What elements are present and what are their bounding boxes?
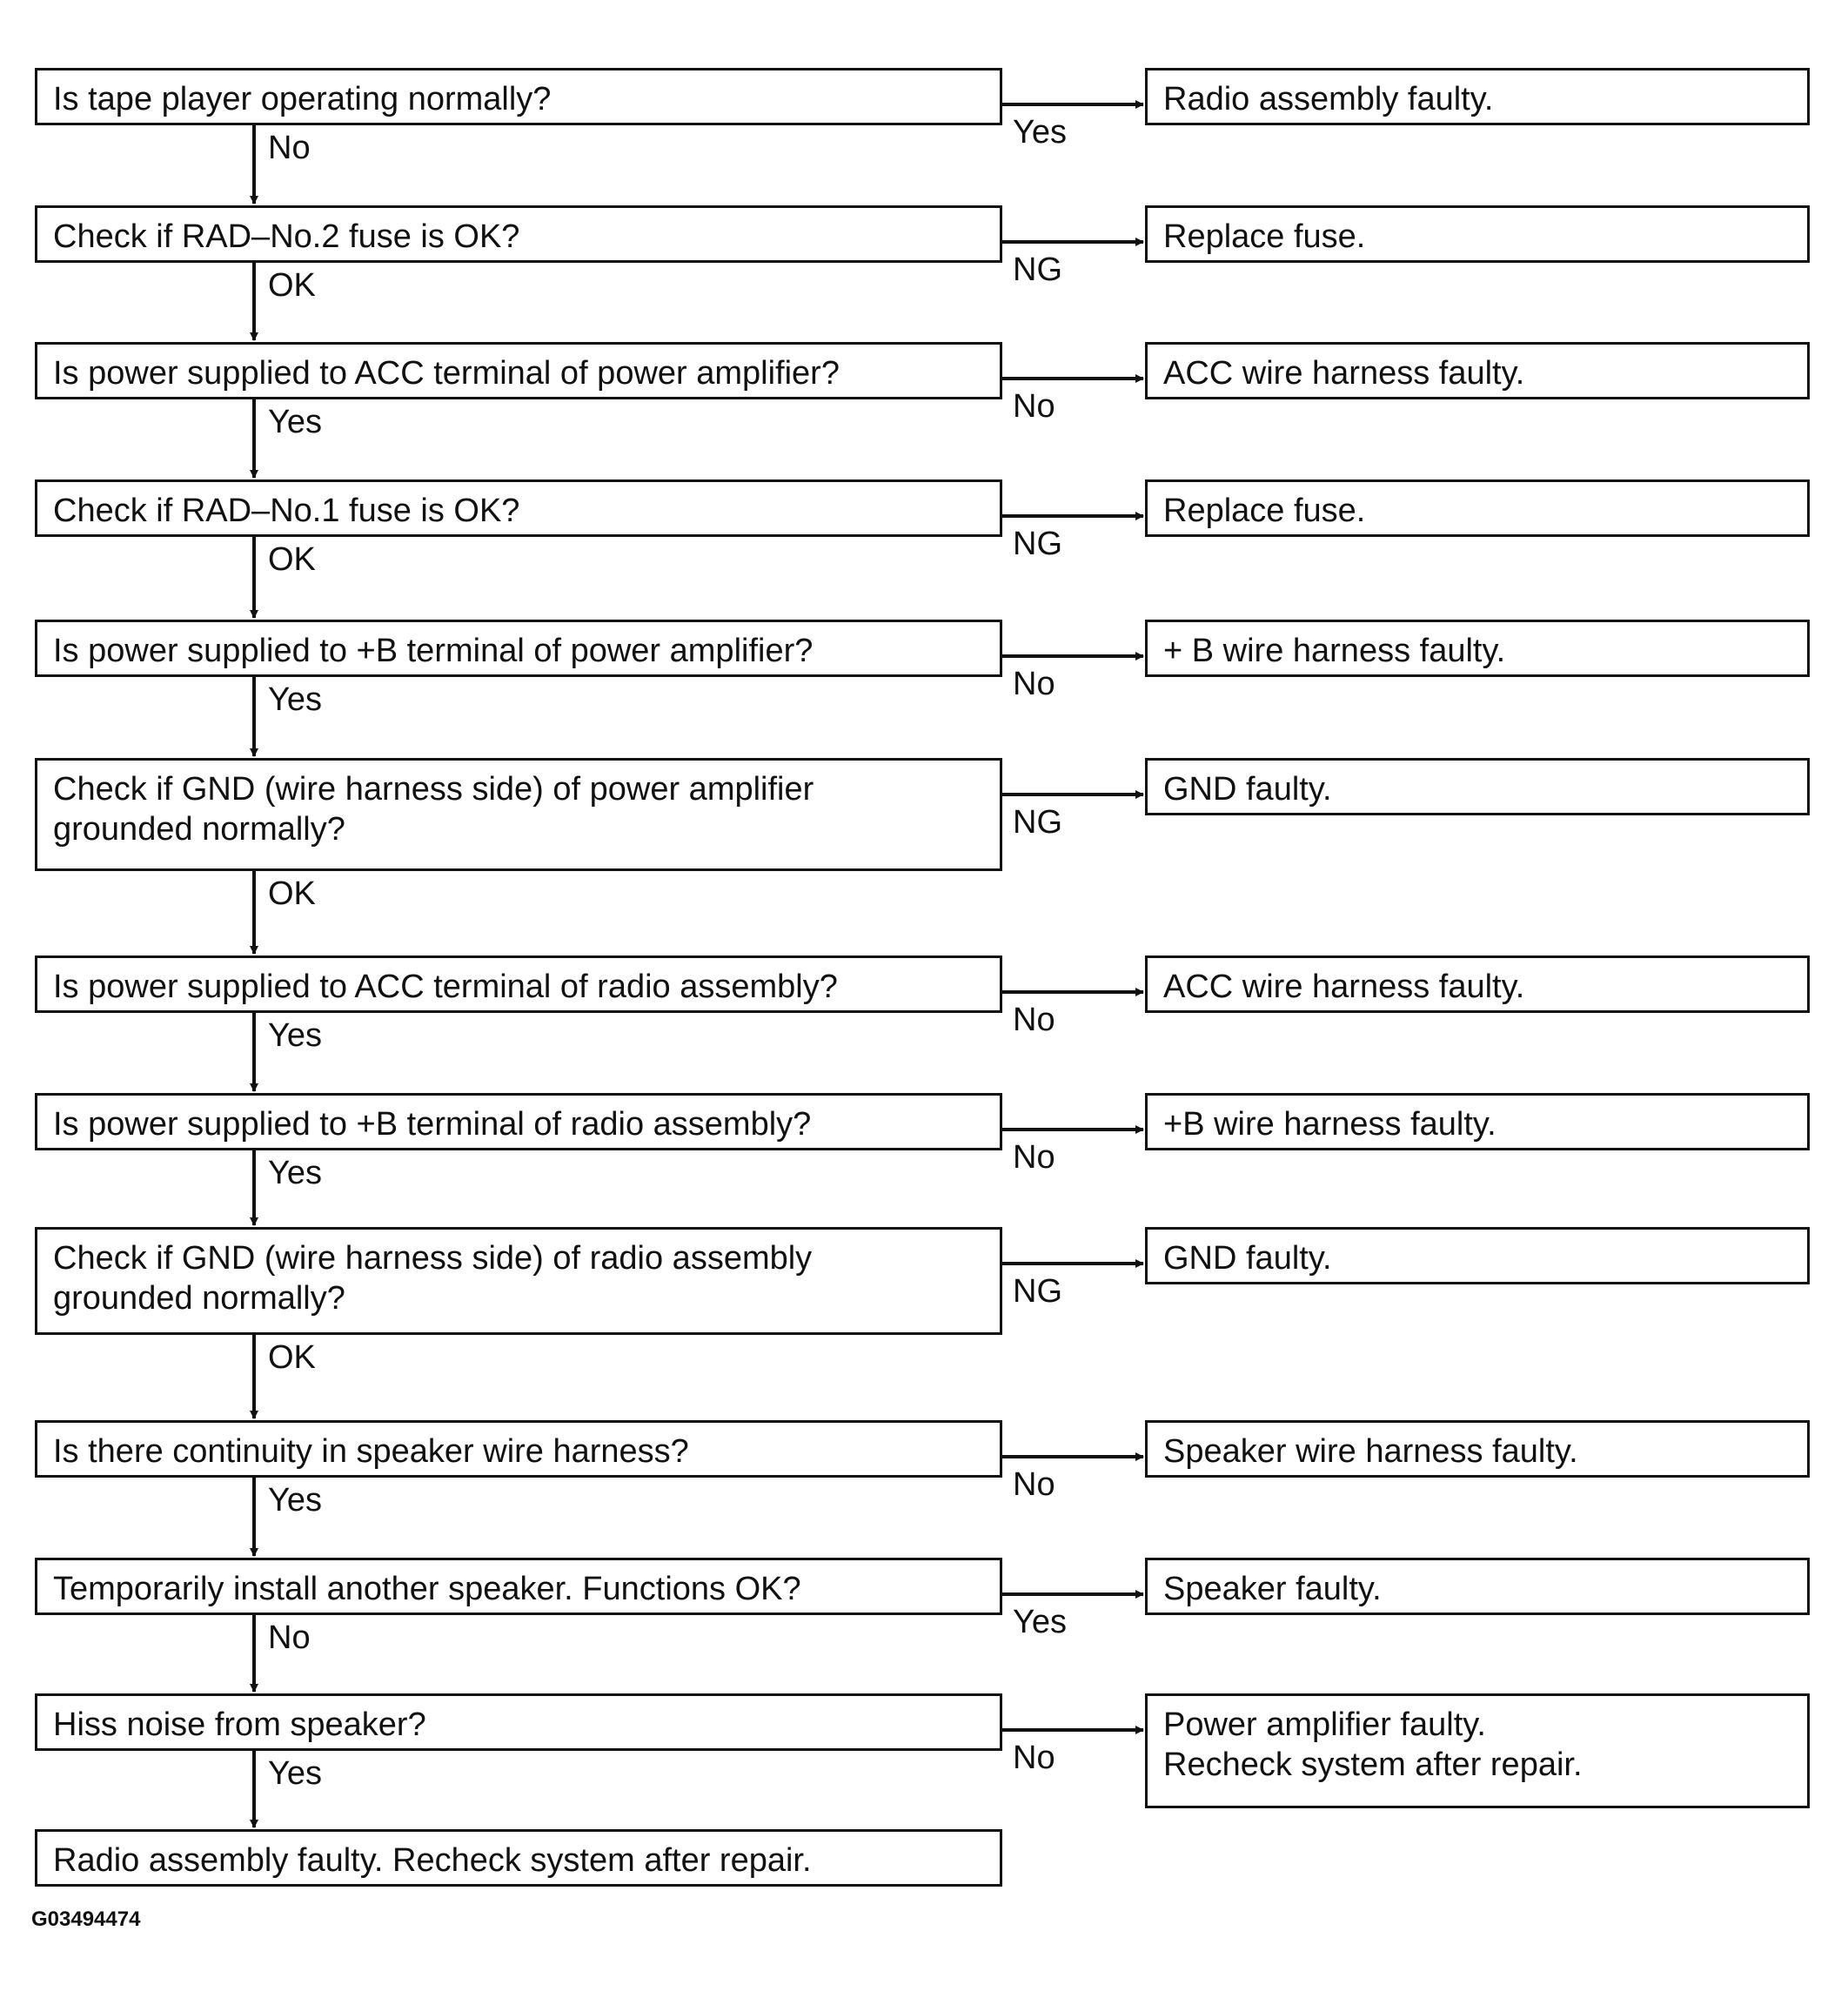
question-box-2: Check if RAD–No.2 fuse is OK? xyxy=(35,205,1002,263)
down-label-6: OK xyxy=(268,875,316,912)
side-label-7: No xyxy=(1013,1002,1055,1038)
question-box-5: Is power supplied to +B terminal of power amplifier? xyxy=(35,620,1002,677)
result-box-1: Radio assembly faulty. xyxy=(1145,68,1810,125)
result-box-9: GND faulty. xyxy=(1145,1227,1810,1284)
question-box-6: Check if GND (wire harness side) of power amplifier grounded normally? xyxy=(35,758,1002,871)
side-label-12: No xyxy=(1013,1740,1055,1776)
question-box-11: Temporarily install another speaker. Functions OK? xyxy=(35,1558,1002,1615)
side-label-4: NG xyxy=(1013,526,1062,562)
down-label-5: Yes xyxy=(268,681,322,718)
side-label-8: No xyxy=(1013,1139,1055,1176)
question-box-4: Check if RAD–No.1 fuse is OK? xyxy=(35,479,1002,537)
down-label-9: OK xyxy=(268,1339,316,1376)
side-label-3: No xyxy=(1013,388,1055,425)
question-box-3: Is power supplied to ACC terminal of power amplifier? xyxy=(35,342,1002,399)
result-box-5: + B wire harness faulty. xyxy=(1145,620,1810,677)
side-label-1: Yes xyxy=(1013,114,1067,151)
side-label-2: NG xyxy=(1013,251,1062,288)
down-label-11: No xyxy=(268,1619,311,1656)
down-label-12: Yes xyxy=(268,1755,322,1792)
down-label-2: OK xyxy=(268,267,316,304)
side-label-11: Yes xyxy=(1013,1604,1067,1640)
final-result-box: Radio assembly faulty. Recheck system after repair. xyxy=(35,1829,1002,1887)
question-box-7: Is power supplied to ACC terminal of radio assembly? xyxy=(35,955,1002,1013)
side-label-6: NG xyxy=(1013,804,1062,841)
question-box-8: Is power supplied to +B terminal of radio assembly? xyxy=(35,1093,1002,1150)
down-label-8: Yes xyxy=(268,1155,322,1191)
result-box-3: ACC wire harness faulty. xyxy=(1145,342,1810,399)
side-label-9: NG xyxy=(1013,1273,1062,1310)
side-label-5: No xyxy=(1013,666,1055,702)
diagram-id: G03494474 xyxy=(31,1907,141,1931)
result-box-12: Power amplifier faulty. Recheck system after repair. xyxy=(1145,1693,1810,1808)
down-label-10: Yes xyxy=(268,1482,322,1519)
result-box-11: Speaker faulty. xyxy=(1145,1558,1810,1615)
question-box-12: Hiss noise from speaker? xyxy=(35,1693,1002,1751)
question-box-9: Check if GND (wire harness side) of radio assembly grounded normally? xyxy=(35,1227,1002,1335)
down-label-3: Yes xyxy=(268,404,322,440)
result-box-4: Replace fuse. xyxy=(1145,479,1810,537)
down-label-7: Yes xyxy=(268,1017,322,1054)
down-label-1: No xyxy=(268,130,311,166)
question-box-10: Is there continuity in speaker wire harness? xyxy=(35,1420,1002,1478)
side-label-10: No xyxy=(1013,1466,1055,1503)
result-box-6: GND faulty. xyxy=(1145,758,1810,815)
result-box-7: ACC wire harness faulty. xyxy=(1145,955,1810,1013)
result-box-2: Replace fuse. xyxy=(1145,205,1810,263)
down-label-4: OK xyxy=(268,541,316,578)
result-box-10: Speaker wire harness faulty. xyxy=(1145,1420,1810,1478)
result-box-8: +B wire harness faulty. xyxy=(1145,1093,1810,1150)
question-box-1: Is tape player operating normally? xyxy=(35,68,1002,125)
